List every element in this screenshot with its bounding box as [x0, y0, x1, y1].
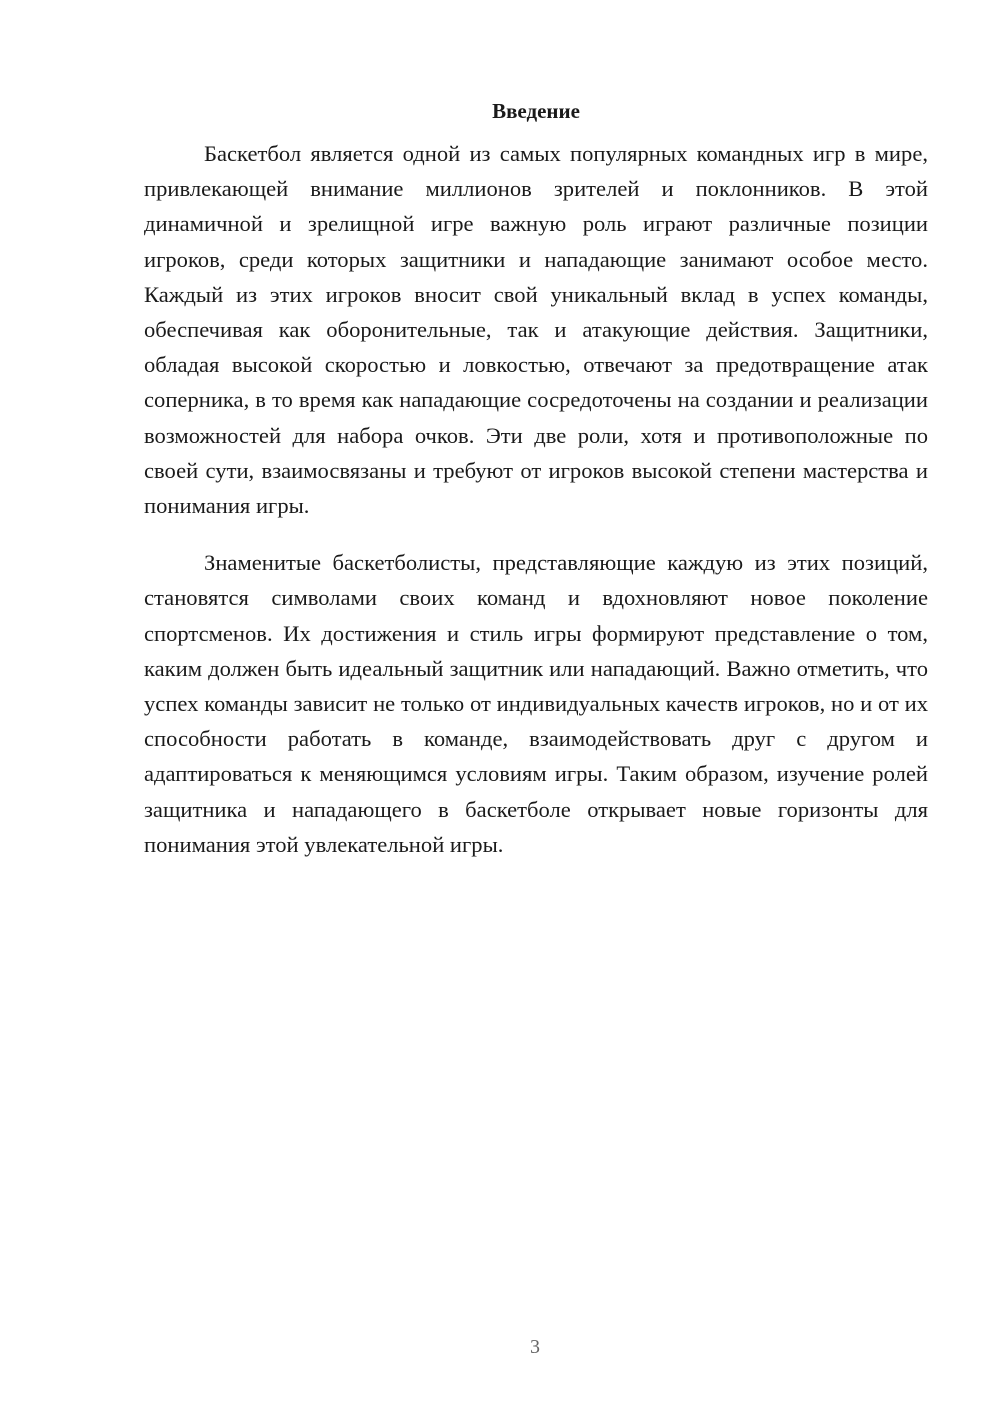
section-heading: Введение — [492, 99, 580, 123]
page-content — [144, 96, 928, 862]
paragraph-2: Знаменитые баскетболисты, представляющие каждую из этих позиций, становятся символами своих команд и вдохновляют новое поколение спортсменов. Их достижения и стиль игры формируют представление о том, каким должен быть идеальный защитник или нападающий. Важно отметить, что успех команды зависит не только от индивидуальных качеств игроков, но и от их способности работать в команде, взаимодействовать друг с другом и адаптироваться к меняющимся условиям игры. Таким образом, изучение ролей защитника и нападающего в баскетболе открывает новые горизонты для понимания этой увлекательной игры. — [144, 550, 928, 857]
paragraph-1: Баскетбол является одной из самых популярных командных игр в мире, привлекающей внимание миллионов зрителей и поклонников. В этой динамичной и зрелищной игре важную роль играют различные позиции игроков, среди которых защитники и нападающие занимают особое место. Каждый из этих игроков вносит свой уникальный вклад в успех команды, обеспечивая как оборонительные, так и атакующие действия. Защитники, обладая высокой скоростью и ловкостью, отвечают за предотвращение атак соперника, в то время как нападающие сосредоточены на создании и реализации возможностей для набора очков. Эти две роли, хотя и противоположные по своей сути, взаимосвязаны и требуют от игроков высокой степени мастерства и понимания игры. — [144, 141, 928, 519]
page-number: 3 — [530, 1336, 540, 1358]
